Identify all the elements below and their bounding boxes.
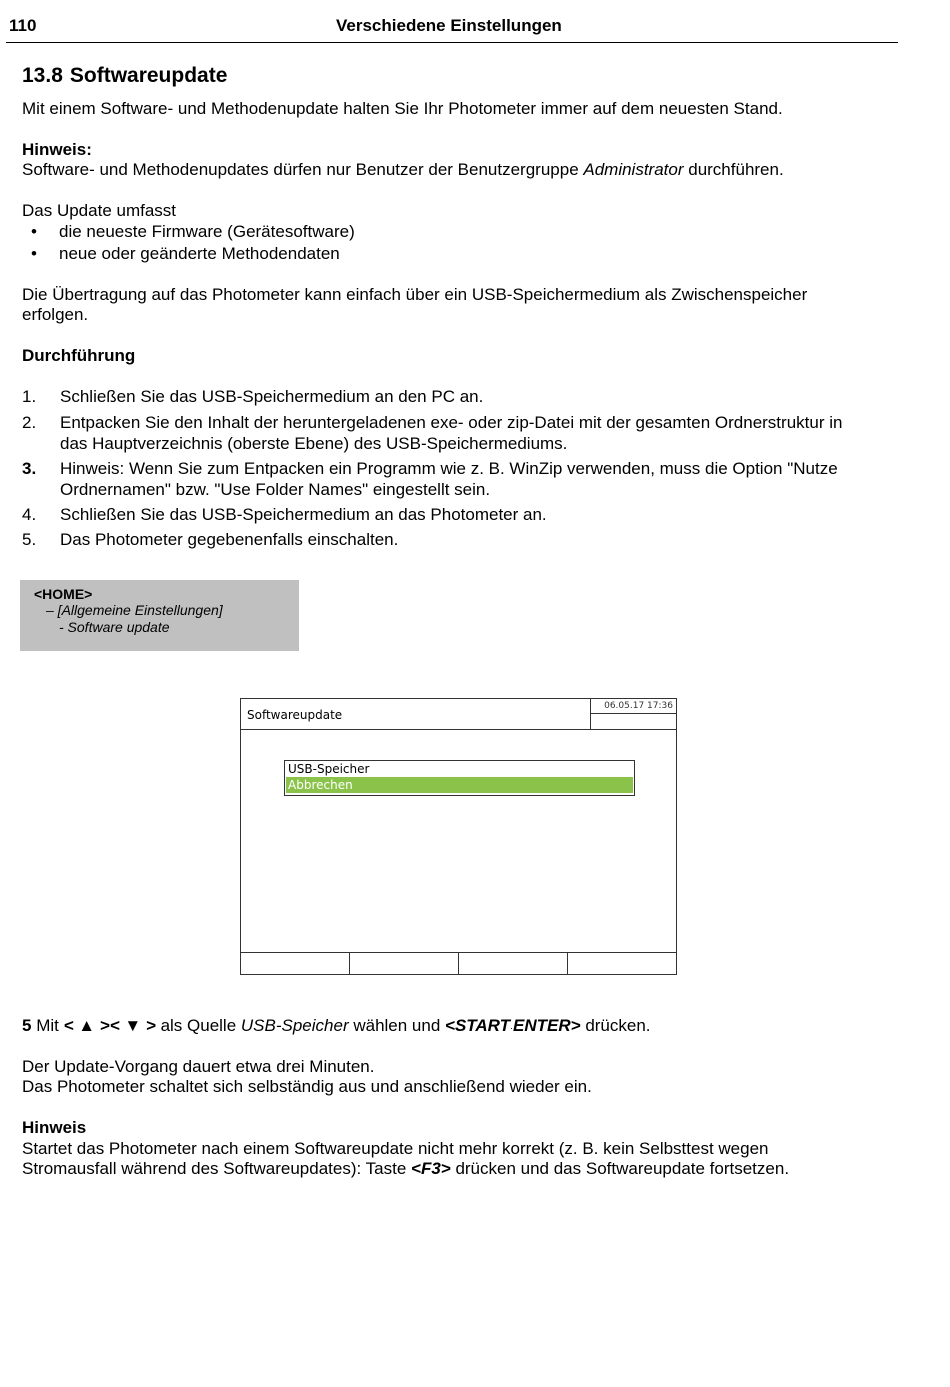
function-key-bar bbox=[241, 952, 676, 975]
step-line: Entpacken Sie den Inhalt der heruntergeladenen exe- oder zip-Datei mit der gesamten Ordnerstruktur in bbox=[60, 413, 843, 432]
update-info-line: Das Photometer schaltet sich selbständig aus und anschließend wieder ein. bbox=[22, 1077, 592, 1096]
page-number: 110 bbox=[9, 16, 37, 35]
step-line: das Hauptverzeichnis (oberste Ebene) des USB-Speichermediums. bbox=[60, 433, 568, 453]
function-key-1[interactable] bbox=[241, 953, 350, 975]
source-menu bbox=[284, 760, 635, 796]
transfer-line: erfolgen. bbox=[22, 305, 89, 324]
note1-text-after: durchführen. bbox=[683, 160, 784, 179]
header-rule bbox=[6, 42, 898, 43]
note1-text bbox=[22, 160, 784, 181]
arrow-keys: < ▲ >< ▼ > bbox=[63, 1016, 156, 1035]
intro-text: Mit einem Software- und Methodenupdate halten Sie Ihr Photometer immer auf dem neuesten Stand. bbox=[22, 99, 783, 118]
nav-home: <HOME> bbox=[34, 586, 93, 602]
note2-line bbox=[22, 1159, 789, 1180]
note2-text: Stromausfall während des Softwareupdates): Taste bbox=[22, 1159, 412, 1178]
step-line: Ordnernamen" bzw. "Use Folder Names" eingestellt sein. bbox=[60, 479, 491, 499]
note2-text: drücken und das Softwareupdate fortsetzen. bbox=[450, 1159, 790, 1178]
note1-text-before: Software- und Methodenupdates dürfen nur Benutzer der Benutzergruppe bbox=[22, 160, 584, 179]
update-info-line: Der Update-Vorgang dauert etwa drei Minuten. bbox=[22, 1057, 375, 1076]
screen-datetime: 06.05.17 17:36 bbox=[590, 699, 676, 714]
scope-item: die neueste Firmware (Gerätesoftware) bbox=[59, 222, 355, 241]
f3-key: <F3> bbox=[411, 1159, 451, 1178]
step5-text: drücken. bbox=[580, 1016, 651, 1035]
source-name: USB-Speicher bbox=[240, 1016, 349, 1035]
scope-lead: Das Update umfasst bbox=[22, 201, 177, 220]
scope-item: neue oder geänderte Methodendaten bbox=[59, 244, 340, 263]
screen-titlebar bbox=[241, 699, 676, 730]
step-number: 4. bbox=[22, 505, 37, 524]
section-number: 13.8 bbox=[22, 64, 63, 87]
transfer-line: Die Übertragung auf das Photometer kann einfach über ein USB-Speichermedium als Zwischenspeicher bbox=[22, 285, 808, 304]
function-key-4[interactable] bbox=[568, 953, 676, 975]
key-separator: · bbox=[510, 1023, 514, 1033]
note2-heading: Hinweis bbox=[22, 1118, 87, 1137]
section-heading bbox=[22, 64, 227, 88]
menu-item-usb-speicher[interactable]: USB-Speicher bbox=[288, 762, 370, 776]
enter-key: ENTER> bbox=[513, 1016, 581, 1035]
step-text bbox=[60, 505, 900, 526]
step-number: 2. bbox=[22, 413, 37, 432]
nav-level1: – [Allgemeine Einstellungen] bbox=[46, 602, 223, 618]
screen-status-field bbox=[590, 714, 677, 729]
step-text bbox=[60, 459, 900, 500]
bullet-marker: • bbox=[31, 244, 37, 263]
section-title: Softwareupdate bbox=[69, 64, 228, 87]
function-key-2[interactable] bbox=[350, 953, 459, 975]
step5-text: wählen und bbox=[348, 1016, 446, 1035]
step-text bbox=[60, 387, 900, 408]
note1-role: Administrator bbox=[583, 160, 684, 179]
start-key: <START bbox=[445, 1016, 511, 1035]
screen-title: Softwareupdate bbox=[247, 708, 343, 722]
step5-text: als Quelle bbox=[155, 1016, 241, 1035]
step-number: 5. bbox=[22, 530, 37, 549]
step-line: Schließen Sie das USB-Speichermedium an das Photometer an. bbox=[60, 505, 547, 524]
bullet-marker: • bbox=[31, 222, 37, 241]
step5-text: Mit bbox=[31, 1016, 64, 1035]
step-line: Das Photometer gegebenenfalls einschalten. bbox=[60, 530, 399, 549]
step-text bbox=[60, 530, 900, 551]
device-screen bbox=[240, 698, 677, 975]
step-number: 1. bbox=[22, 387, 37, 406]
note1-heading: Hinweis: bbox=[22, 140, 92, 159]
step5-number: 5 bbox=[22, 1016, 32, 1035]
step-number: 3. bbox=[22, 459, 37, 478]
procedure-heading: Durchführung bbox=[22, 346, 136, 365]
nav-level2: - Software update bbox=[59, 619, 170, 635]
note2-line: Startet das Photometer nach einem Softwareupdate nicht mehr korrekt (z. B. kein Selbsttest wegen bbox=[22, 1139, 769, 1158]
menu-item-abbrechen[interactable]: Abbrechen bbox=[286, 777, 633, 793]
step-line: Hinweis: Wenn Sie zum Entpacken ein Programm wie z. B. WinZip verwenden, muss die Option "Nutze bbox=[60, 459, 838, 478]
step-text bbox=[60, 413, 900, 454]
step5-instruction bbox=[22, 1016, 651, 1039]
step-line: Schließen Sie das USB-Speichermedium an den PC an. bbox=[60, 387, 484, 406]
function-key-3[interactable] bbox=[459, 953, 568, 975]
chapter-title: Verschiedene Einstellungen bbox=[336, 16, 562, 35]
